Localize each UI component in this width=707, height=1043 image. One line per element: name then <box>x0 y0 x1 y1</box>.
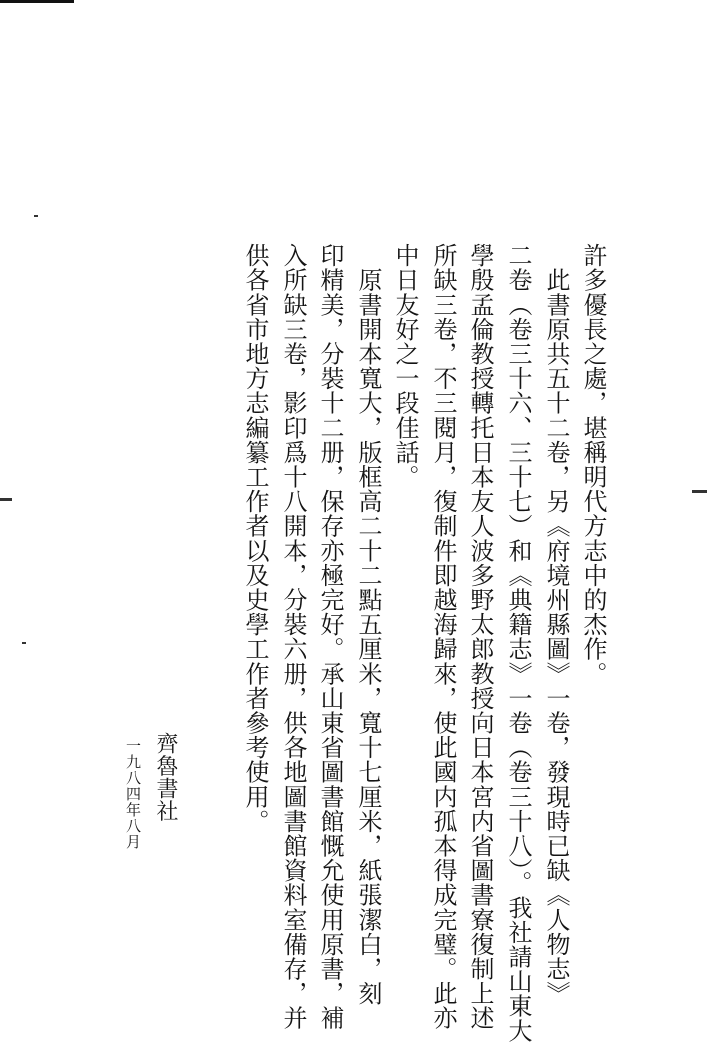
text-column-4: 學殷孟倫教授轉托日本友人波多野太郎教授向日本宮内省圖書寮復制上述 <box>466 243 494 1031</box>
text-column-3: 二卷（卷三十六、三十七）和《典籍志》一卷（卷三十八）。我社請山東大 <box>504 243 532 1043</box>
text-column-2: 此書原共五十二卷，另《府境州縣圖》一卷，發現時已缺《人物志》 <box>542 243 570 1006</box>
text-column-8: 印精美，分裝十二册，保存亦極完好。承山東省圖書館慨允使用原書，補 <box>316 243 344 1031</box>
text-column-7: 原書開本寬大，版框高二十二點五厘米，寬十七厘米，紙張潔白，刻 <box>354 243 382 1006</box>
publisher-signature: 齊魯書社 <box>153 732 178 823</box>
signature-date: 一九八四年八月 <box>124 738 142 850</box>
text-column-1: 許多優長之處，堪稱明代方志中的杰作。 <box>579 243 607 686</box>
margin-mark <box>22 642 26 644</box>
text-column-6: 中日友好之一段佳話。 <box>391 243 419 489</box>
text-column-9: 入所缺三卷，影印爲十八開本，分裝六册，供各地圖書館資料室備存，并 <box>279 243 307 1031</box>
text-column-5: 所缺三卷，不三閱月，復制件即越海歸來，使此國内孤本得成完璧。此亦 <box>429 243 457 1031</box>
margin-mark <box>692 490 707 493</box>
margin-mark <box>34 215 38 217</box>
text-column-10: 供各省市地方志編纂工作者以及史學工作者參考使用。 <box>241 243 269 834</box>
margin-mark <box>0 498 12 501</box>
scan-edge-line <box>0 0 74 3</box>
